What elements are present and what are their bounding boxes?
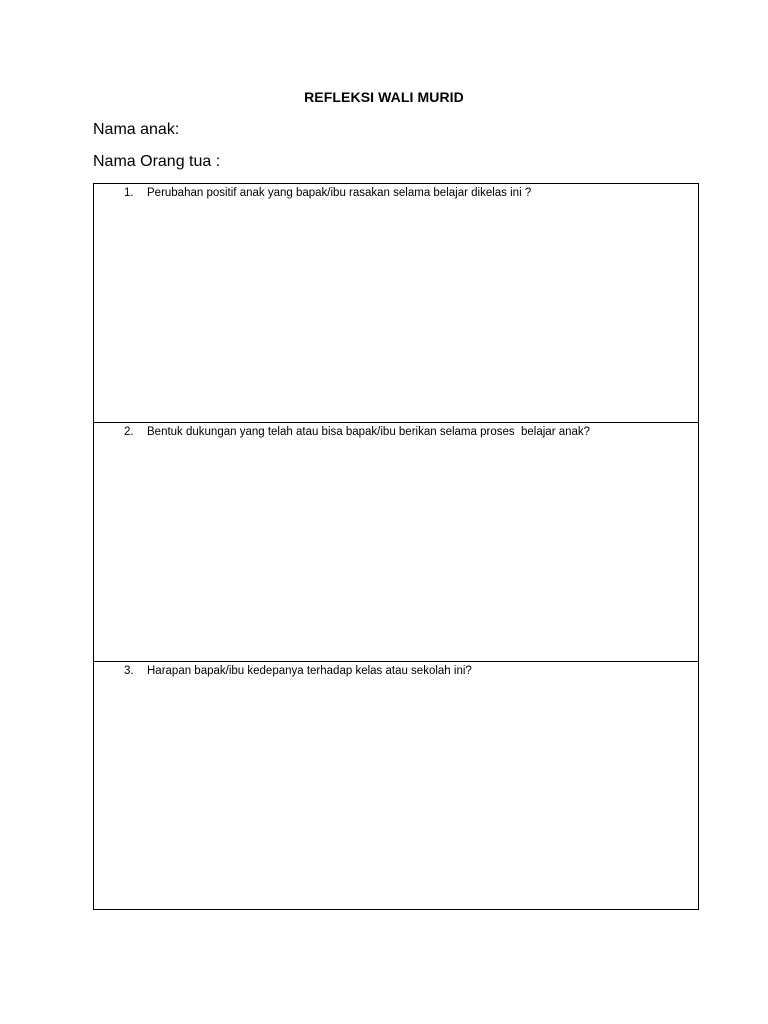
question-2-number: 2. — [124, 426, 134, 438]
question-3-text: Harapan bapak/ibu kedepanya terhadap kelas atau sekolah ini? — [147, 665, 472, 677]
question-2-text: Bentuk dukungan yang telah atau bisa bapak/ibu berikan selama proses belajar anak? — [147, 426, 591, 438]
questions-table — [93, 183, 699, 910]
question-row-1 — [94, 184, 698, 423]
question-row-3 — [94, 662, 698, 909]
question-row-2 — [94, 423, 698, 662]
child-name-label: Nama anak: — [93, 121, 180, 138]
document-title: REFLEKSI WALI MURID — [304, 89, 464, 105]
question-1-number: 1. — [124, 187, 134, 199]
question-1-text: Perubahan positif anak yang bapak/ibu rasakan selama belajar dikelas ini ? — [147, 187, 532, 199]
question-3-number: 3. — [124, 665, 134, 677]
parent-name-label: Nama Orang tua : — [93, 153, 221, 170]
